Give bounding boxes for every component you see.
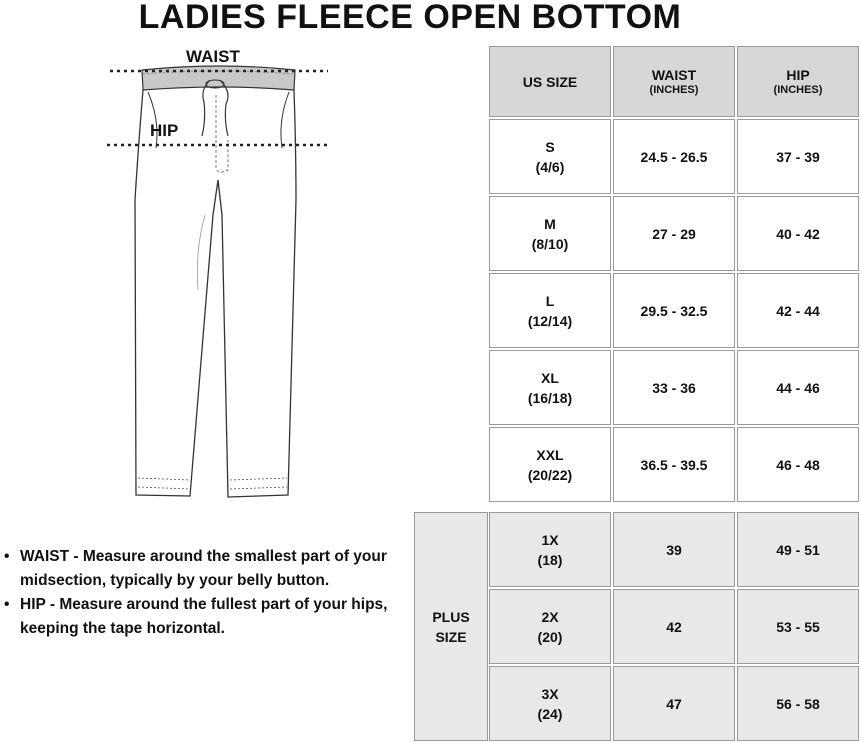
hip-value: 37 - 39 xyxy=(776,148,820,165)
table-row-hip xyxy=(737,273,859,348)
measurement-notes xyxy=(4,545,404,641)
size-letter: XL xyxy=(541,369,559,386)
size-letter: XXL xyxy=(536,446,564,463)
plus-row-waist xyxy=(613,589,735,664)
list-item xyxy=(4,545,404,593)
list-item xyxy=(4,593,404,641)
waist-label: WAIST xyxy=(186,47,240,66)
waist-value: 47 xyxy=(666,695,682,712)
plus-row-waist xyxy=(613,512,735,587)
hip-value: 44 - 46 xyxy=(776,379,820,396)
header-us-size-label: US SIZE xyxy=(522,73,578,90)
waist-value: 36.5 - 39.5 xyxy=(640,456,708,473)
table-row-hip xyxy=(737,427,859,502)
size-number: (12/14) xyxy=(527,312,573,329)
pants-drawing xyxy=(100,40,340,510)
plus-row-hip xyxy=(737,512,859,587)
waist-value: 39 xyxy=(666,541,682,558)
size-number: (16/18) xyxy=(527,389,573,406)
size-number: (18) xyxy=(537,551,563,568)
table-row-waist xyxy=(613,350,735,425)
size-number: (4/6) xyxy=(535,158,565,175)
waist-value: 29.5 - 32.5 xyxy=(640,302,708,319)
table-row-waist xyxy=(613,427,735,502)
waist-note: WAIST - Measure around the smallest part of your midsection, typically by your belly button. xyxy=(20,548,387,589)
table-row-size xyxy=(489,196,611,271)
header-waist-unit: (INCHES) xyxy=(649,83,699,96)
plus-row-size xyxy=(489,666,611,741)
table-row-size xyxy=(489,273,611,348)
table-row-waist xyxy=(613,119,735,194)
table-row-size xyxy=(489,119,611,194)
hip-value: 40 - 42 xyxy=(776,225,820,242)
table-row-size xyxy=(489,427,611,502)
header-hip xyxy=(737,46,859,117)
size-letter: M xyxy=(544,215,556,232)
size-letter: S xyxy=(545,138,555,155)
header-hip-label: HIP xyxy=(786,66,810,83)
plus-row-size xyxy=(489,512,611,587)
table-row-hip xyxy=(737,350,859,425)
header-waist xyxy=(613,46,735,117)
bullet-icon: • xyxy=(4,596,10,613)
size-number: (20) xyxy=(537,628,563,645)
hip-value: 42 - 44 xyxy=(776,302,820,319)
page-title: LADIES FLEECE OPEN BOTTOM xyxy=(138,0,682,36)
table-row-hip xyxy=(737,196,859,271)
table-row-size xyxy=(489,350,611,425)
table-row-hip xyxy=(737,119,859,194)
size-label: SIZE xyxy=(435,628,467,645)
bullet-icon: • xyxy=(4,548,10,565)
size-letter: 3X xyxy=(541,685,559,702)
waist-value: 42 xyxy=(666,618,682,635)
plus-label: PLUS xyxy=(432,608,470,625)
hip-label: HIP xyxy=(150,121,179,140)
waist-value: 27 - 29 xyxy=(652,225,696,242)
hip-value: 46 - 48 xyxy=(776,456,820,473)
header-waist-label: WAIST xyxy=(651,66,697,83)
hip-value: 53 - 55 xyxy=(776,618,820,635)
size-number: (8/10) xyxy=(531,235,569,252)
size-number: (20/22) xyxy=(527,466,573,483)
size-letter: 1X xyxy=(541,531,559,548)
size-letter: 2X xyxy=(541,608,559,625)
size-number: (24) xyxy=(537,705,563,722)
header-hip-unit: (INCHES) xyxy=(773,83,823,96)
waist-value: 24.5 - 26.5 xyxy=(640,148,708,165)
table-row-waist xyxy=(613,273,735,348)
waist-value: 33 - 36 xyxy=(652,379,696,396)
pants-illustration xyxy=(100,40,340,510)
size-letter: L xyxy=(545,292,555,309)
plus-row-hip xyxy=(737,666,859,741)
plus-size-label-cell xyxy=(414,512,488,741)
hip-value: 56 - 58 xyxy=(776,695,820,712)
header-us-size xyxy=(489,46,611,117)
plus-row-hip xyxy=(737,589,859,664)
hip-value: 49 - 51 xyxy=(776,541,820,558)
table-row-waist xyxy=(613,196,735,271)
hip-note: HIP - Measure around the fullest part of your hips, keeping the tape horizontal. xyxy=(20,596,388,637)
plus-row-waist xyxy=(613,666,735,741)
plus-row-size xyxy=(489,589,611,664)
